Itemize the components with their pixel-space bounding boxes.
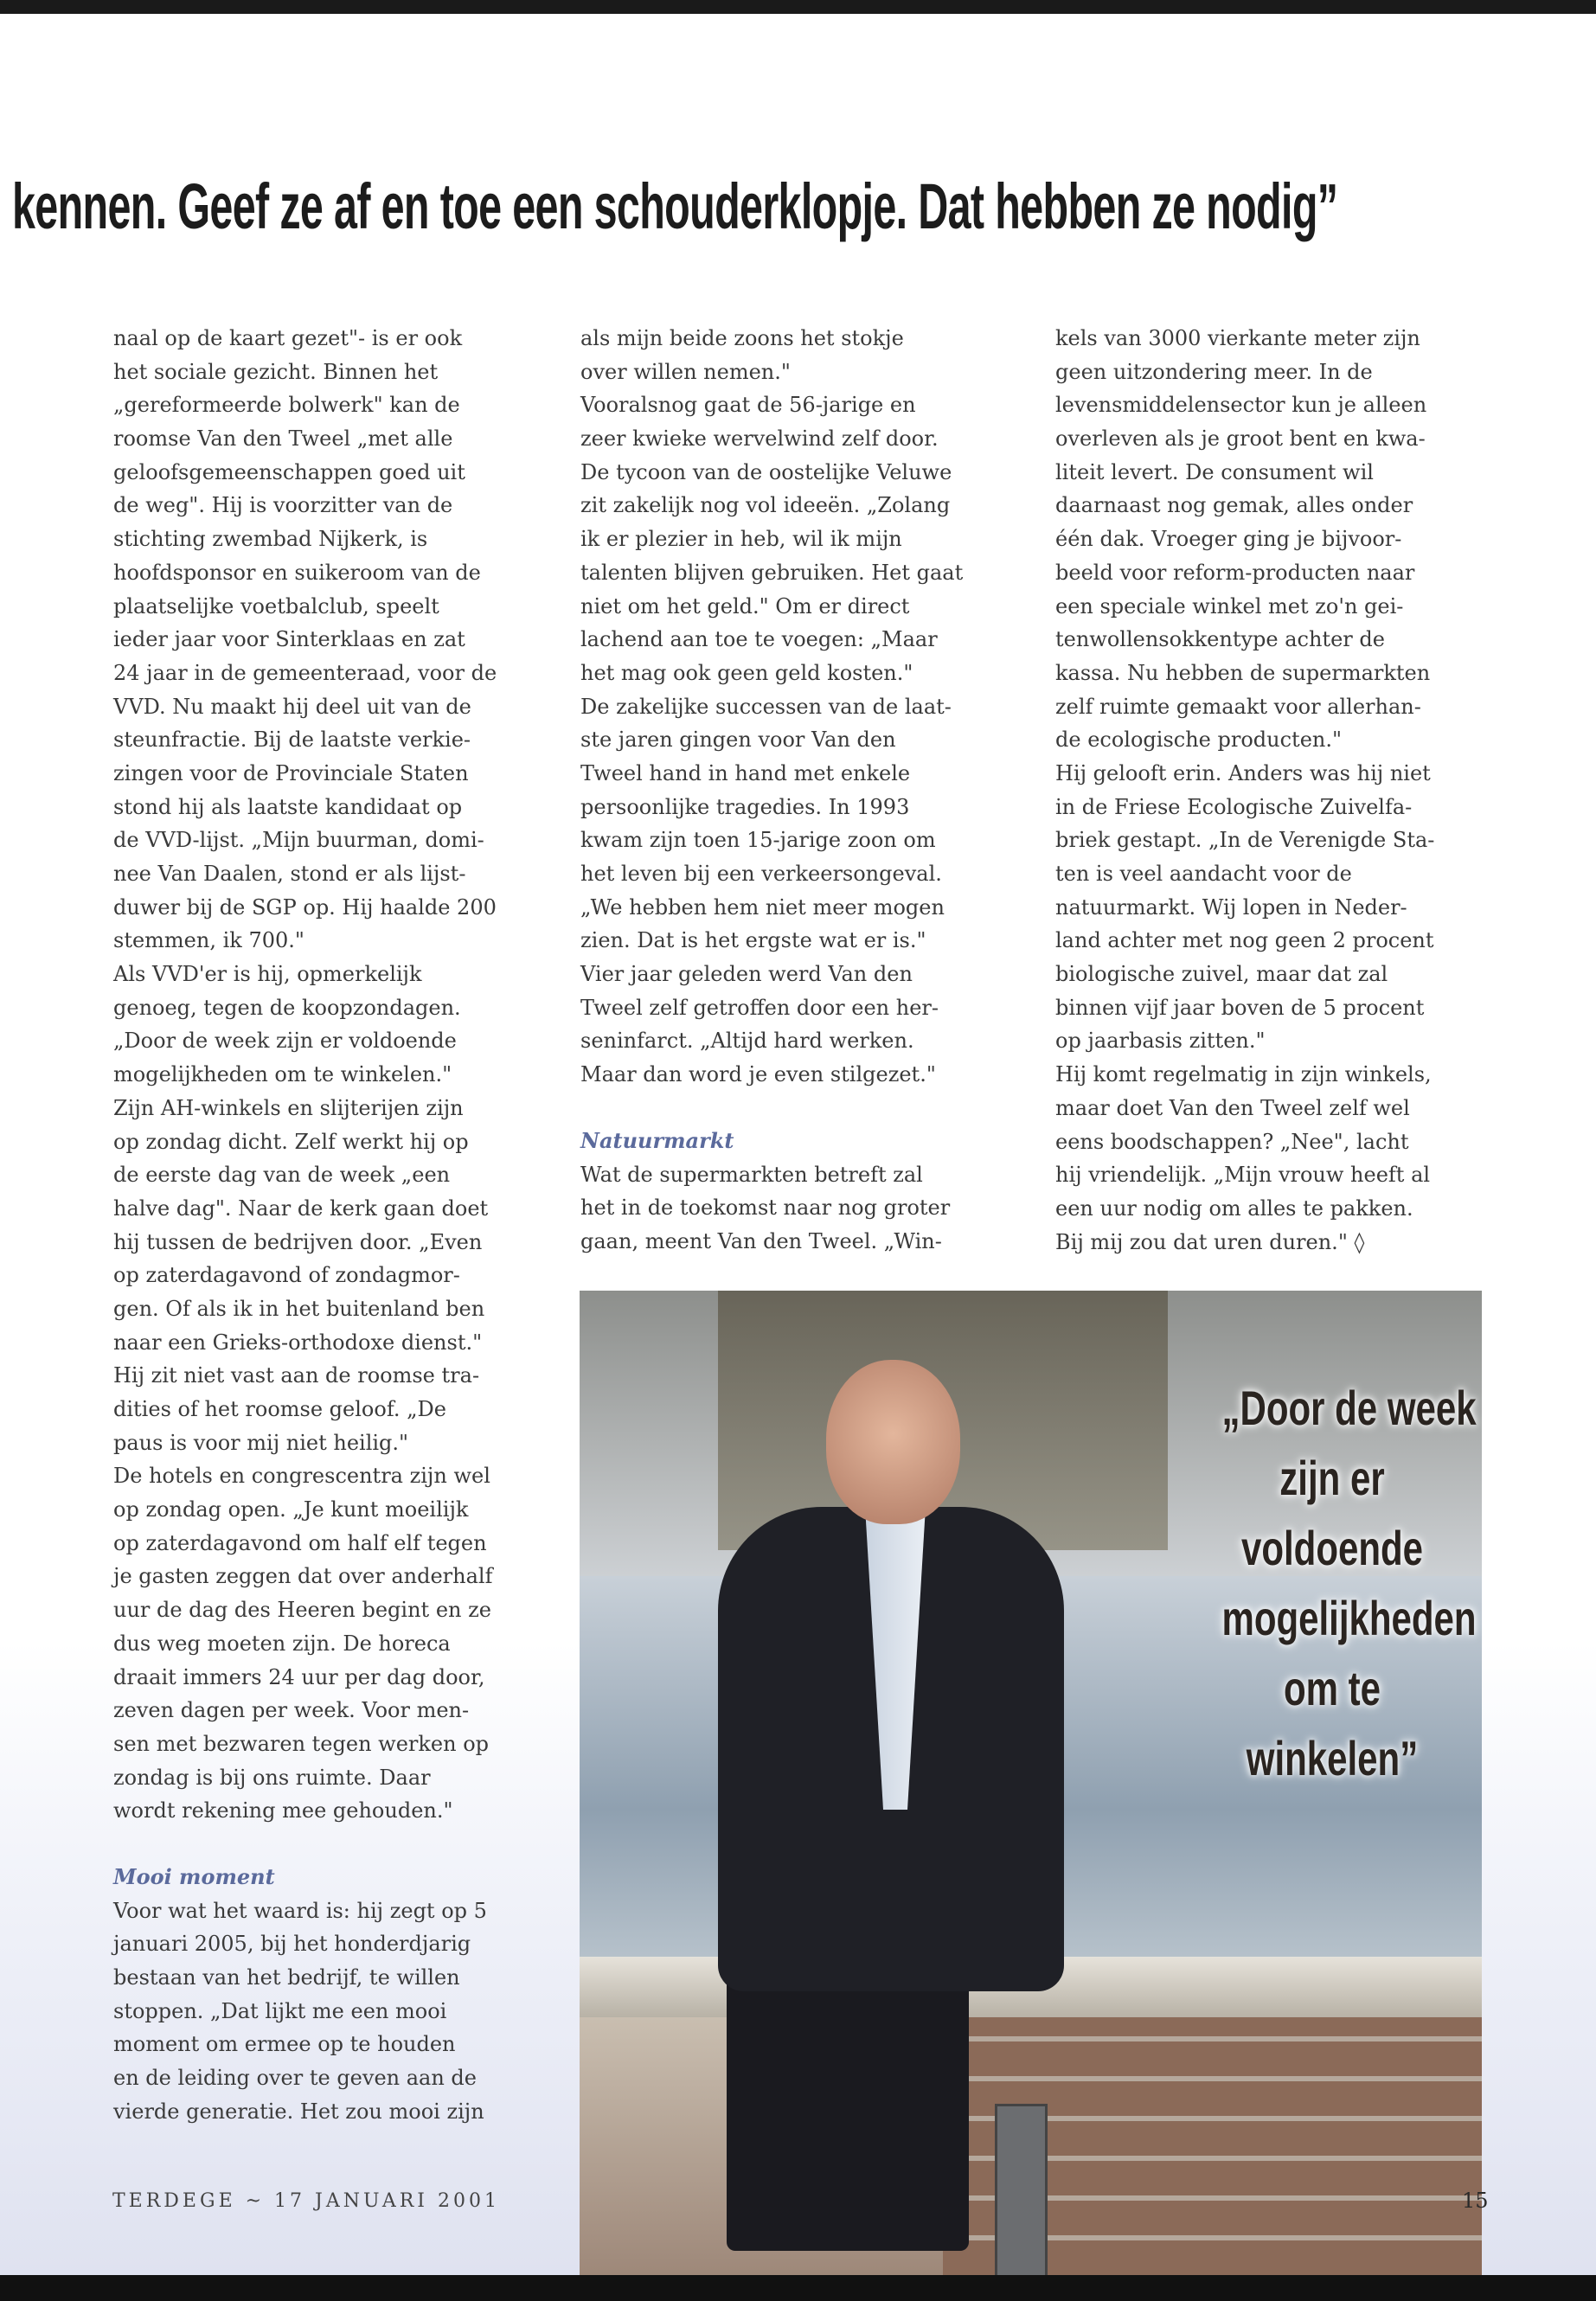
body-text-line: VVD. Nu maakt hij deel uit van de <box>113 694 471 719</box>
pull-quote-line: „Door de week <box>1221 1381 1477 1435</box>
section-subheading: Natuurmarkt <box>580 1127 734 1153</box>
body-text-line: Tweel zelf getroffen door een her- <box>580 995 939 1020</box>
body-text-line: roomse Van den Tweel „met alle <box>113 426 453 452</box>
body-text-line: De hotels en congrescentra zijn wel <box>113 1464 490 1489</box>
body-text-line: genoeg, tegen de koopzondagen. <box>113 995 461 1020</box>
body-text-line: maar doet Van den Tweel zelf wel <box>1055 1095 1410 1120</box>
body-text-line: en de leiding over te geven aan de <box>113 2066 477 2091</box>
body-text-line: geloofsgemeenschappen goed uit <box>113 459 465 484</box>
body-text-line: bestaan van het bedrijf, te willen <box>113 1965 460 1990</box>
scan-bottom-border <box>0 2275 1596 2301</box>
body-text-line: daarnaast nog gemak, alles onder <box>1055 493 1413 518</box>
body-text-line: als mijn beide zoons het stokje <box>580 326 904 350</box>
body-text-line: je gasten zeggen dat over anderhalf <box>113 1564 493 1589</box>
body-text-line: op zaterdagavond of zondagmor- <box>113 1263 460 1288</box>
body-text-line: eens boodschappen? „Nee", lacht <box>1055 1129 1409 1154</box>
body-text-line: zondag is bij ons ruimte. Daar <box>113 1765 431 1790</box>
pull-quote-line: zijn er <box>1279 1451 1385 1505</box>
photo-man-head <box>826 1360 960 1524</box>
body-text-line: Hij gelooft erin. Anders was hij niet <box>1055 760 1431 785</box>
body-text-line: Tweel hand in hand met enkele <box>580 760 911 785</box>
body-text-line: draait immers 24 uur per dag door, <box>113 1664 485 1689</box>
body-text-line: ten is veel aandacht voor de <box>1055 862 1352 886</box>
body-text-line: over willen nemen." <box>580 359 791 384</box>
body-text-line: het in de toekomst naar nog groter <box>580 1195 951 1221</box>
section-subheading: Mooi moment <box>113 1863 275 1889</box>
article-headline: kennen. Geef ze af en toe een schouderklopje. Dat hebben ze nodig” <box>12 170 1338 242</box>
body-text-line: de ecologische producten." <box>1055 727 1343 753</box>
body-text-line: plaatselijke voetbalclub, speelt <box>113 593 439 619</box>
body-text-line: beeld voor reform-producten naar <box>1055 560 1415 585</box>
body-text-line: zelf ruimte gemaakt voor allerhan- <box>1055 694 1421 719</box>
body-text-line: in de Friese Ecologische Zuivelfa- <box>1055 794 1413 819</box>
pull-quote <box>1185 1373 1479 1793</box>
body-text-line: „We hebben hem niet meer mogen <box>580 894 945 920</box>
body-text-line: duwer bij de SGP op. Hij haalde 200 <box>113 894 497 920</box>
body-text-line: de weg". Hij is voorzitter van de <box>113 493 453 518</box>
body-text-line: dus weg moeten zijn. De horeca <box>113 1631 451 1656</box>
body-text-line: Maar dan word je even stilgezet." <box>580 1062 936 1087</box>
text-column-3 <box>1055 322 1505 1259</box>
body-text-line: zeer kwieke wervelwind zelf door. <box>580 426 939 452</box>
body-text-line: De zakelijke successen van de laat- <box>580 694 952 719</box>
body-text-line: biologische zuivel, maar dat zal <box>1055 962 1388 987</box>
body-text-line: persoonlijke tragedies. In 1993 <box>580 794 910 819</box>
body-text-line: hoofdsponsor en suikeroom van de <box>113 560 481 585</box>
body-text-line: stichting zwembad Nijkerk, is <box>113 527 428 552</box>
body-text-line: „gereformeerde bolwerk" kan de <box>113 393 460 418</box>
body-text-line: op zondag dicht. Zelf werkt hij op <box>113 1129 469 1154</box>
page-number: 15 <box>1462 2189 1489 2213</box>
body-text-line: seninfarct. „Altijd hard werken. <box>580 1029 914 1054</box>
body-text-line: op zaterdagavond om half elf tegen <box>113 1530 487 1555</box>
body-text-line: januari 2005, bij het honderdjarig <box>113 1932 471 1957</box>
body-text-line: hij tussen de bedrijven door. „Even <box>113 1229 483 1254</box>
body-text-line: nee Van Daalen, stond er als lijst- <box>113 862 466 886</box>
portrait-photo <box>580 1291 1482 2275</box>
body-text-line: wordt rekening mee gehouden." <box>113 1798 453 1823</box>
body-text-line: stoppen. „Dat lijkt me een mooi <box>113 1998 447 2023</box>
body-text-line: talenten blijven gebruiken. Het gaat <box>580 560 964 585</box>
body-text-line: overleven als je groot bent en kwa- <box>1055 426 1426 452</box>
body-text-line: gaan, meent Van den Tweel. „Win- <box>580 1228 942 1253</box>
body-text-line: zeven dagen per week. Voor men- <box>113 1698 470 1723</box>
scan-top-border <box>0 0 1596 14</box>
body-text-line: land achter met nog geen 2 procent <box>1055 928 1434 953</box>
text-column-1 <box>113 322 563 2128</box>
body-text-line: een speciale winkel met zo'n gei- <box>1055 593 1404 619</box>
body-text-line: een uur nodig om alles te pakken. <box>1055 1195 1413 1221</box>
body-text-line: hij vriendelijk. „Mijn vrouw heeft al <box>1055 1163 1431 1188</box>
body-text-line: tenwollensokkentype achter de <box>1055 627 1385 652</box>
pull-quote-line: om te <box>1283 1661 1381 1715</box>
body-text-line: gen. Of als ik in het buitenland ben <box>113 1296 485 1321</box>
footer-publication-date: TERDEGE ~ 17 JANUARI 2001 <box>112 2190 500 2212</box>
body-text-line: naar een Grieks-orthodoxe dienst." <box>113 1330 483 1355</box>
body-text-line: sen met bezwaren tegen werken op <box>113 1731 490 1756</box>
body-text-line: briek gestapt. „In de Verenigde Sta- <box>1055 828 1435 853</box>
body-text-line: Wat de supermarkten betreft zal <box>580 1162 923 1187</box>
body-text-line: het sociale gezicht. Binnen het <box>113 359 439 384</box>
body-text-line: Vooralsnog gaat de 56-jarige en <box>580 393 916 418</box>
body-text-line: geen uitzondering meer. In de <box>1055 359 1373 384</box>
body-text-line: levensmiddelensector kun je alleen <box>1055 393 1427 418</box>
body-text-line: natuurmarkt. Wij lopen in Neder- <box>1055 894 1407 920</box>
body-text-line: dities of het roomse geloof. „De <box>113 1397 446 1421</box>
pull-quote-line: mogelijkheden <box>1221 1591 1477 1645</box>
body-text-line: 24 jaar in de gemeenteraad, voor de <box>113 660 497 685</box>
body-text-line: het mag ook geen geld kosten." <box>580 660 913 685</box>
text-column-2 <box>580 322 1030 1259</box>
body-text-line: „Door de week zijn er voldoende <box>113 1029 457 1054</box>
body-text-line: stemmen, ik 700." <box>113 928 304 953</box>
body-text-line: Bij mij zou dat uren duren." ◊ <box>1055 1229 1365 1254</box>
body-text-line: op zondag open. „Je kunt moeilijk <box>113 1497 469 1522</box>
body-text-line: de eerste dag van de week „een <box>113 1163 451 1188</box>
body-text-line: mogelijkheden om te winkelen." <box>113 1062 452 1087</box>
body-text-line: kels van 3000 vierkante meter zijn <box>1055 326 1420 350</box>
body-text-line: naal op de kaart gezet"- is er ook <box>113 326 463 350</box>
body-text-line: Als VVD'er is hij, opmerkelijk <box>113 962 422 987</box>
body-text-line: ik er plezier in heb, wil ik mijn <box>580 527 902 552</box>
body-text-line: kassa. Nu hebben de supermarkten <box>1055 660 1431 685</box>
body-text-line: Hij komt regelmatig in zijn winkels, <box>1055 1062 1432 1087</box>
body-text-line: Zijn AH-winkels en slijterijen zijn <box>113 1095 464 1120</box>
body-text-line: ste jaren gingen voor Van den <box>580 727 896 753</box>
photo-wall-hatch <box>995 2104 1048 2275</box>
body-text-line: zien. Dat is het ergste wat er is." <box>580 928 926 953</box>
body-text-line: moment om ermee op te houden <box>113 2032 456 2057</box>
body-text-line: vierde generatie. Het zou mooi zijn <box>113 2099 484 2124</box>
body-text-line: zit zakelijk nog vol ideeën. „Zolang <box>580 493 951 518</box>
body-text-line: steunfractie. Bij de laatste verkie- <box>113 727 471 753</box>
body-text-line: De tycoon van de oostelijke Veluwe <box>580 459 952 484</box>
body-text-line: één dak. Vroeger ging je bijvoor- <box>1055 527 1402 552</box>
body-text-line: kwam zijn toen 15-jarige zoon om <box>580 828 936 853</box>
photo-man-legs <box>727 1965 969 2251</box>
body-text-line: op jaarbasis zitten." <box>1055 1029 1266 1054</box>
body-text-line: de VVD-lijst. „Mijn buurman, domi- <box>113 828 484 853</box>
body-text-line: Voor wat het waard is: hij zegt op 5 <box>113 1898 487 1923</box>
body-text-line: niet om het geld." Om er direct <box>580 593 910 619</box>
pull-quote-line: voldoende <box>1240 1521 1424 1575</box>
pull-quote-line: winkelen” <box>1246 1731 1419 1785</box>
body-text-line: binnen vijf jaar boven de 5 procent <box>1055 995 1425 1020</box>
body-text-line: Vier jaar geleden werd Van den <box>580 962 913 987</box>
body-text-line: halve dag". Naar de kerk gaan doet <box>113 1195 489 1221</box>
body-text-line: ieder jaar voor Sinterklaas en zat <box>113 627 465 652</box>
body-text-line: stond hij als laatste kandidaat op <box>113 794 463 819</box>
body-text-line: uur de dag des Heeren begint en ze <box>113 1598 491 1623</box>
body-text-line: het leven bij een verkeersongeval. <box>580 862 942 886</box>
body-text-line: zingen voor de Provinciale Staten <box>113 760 469 785</box>
body-text-line: paus is voor mij niet heilig." <box>113 1430 409 1455</box>
body-text-line: Hij zit niet vast aan de roomse tra- <box>113 1363 480 1388</box>
body-text-line: lachend aan toe te voegen: „Maar <box>580 627 938 652</box>
body-text-line: liteit levert. De consument wil <box>1055 459 1374 484</box>
